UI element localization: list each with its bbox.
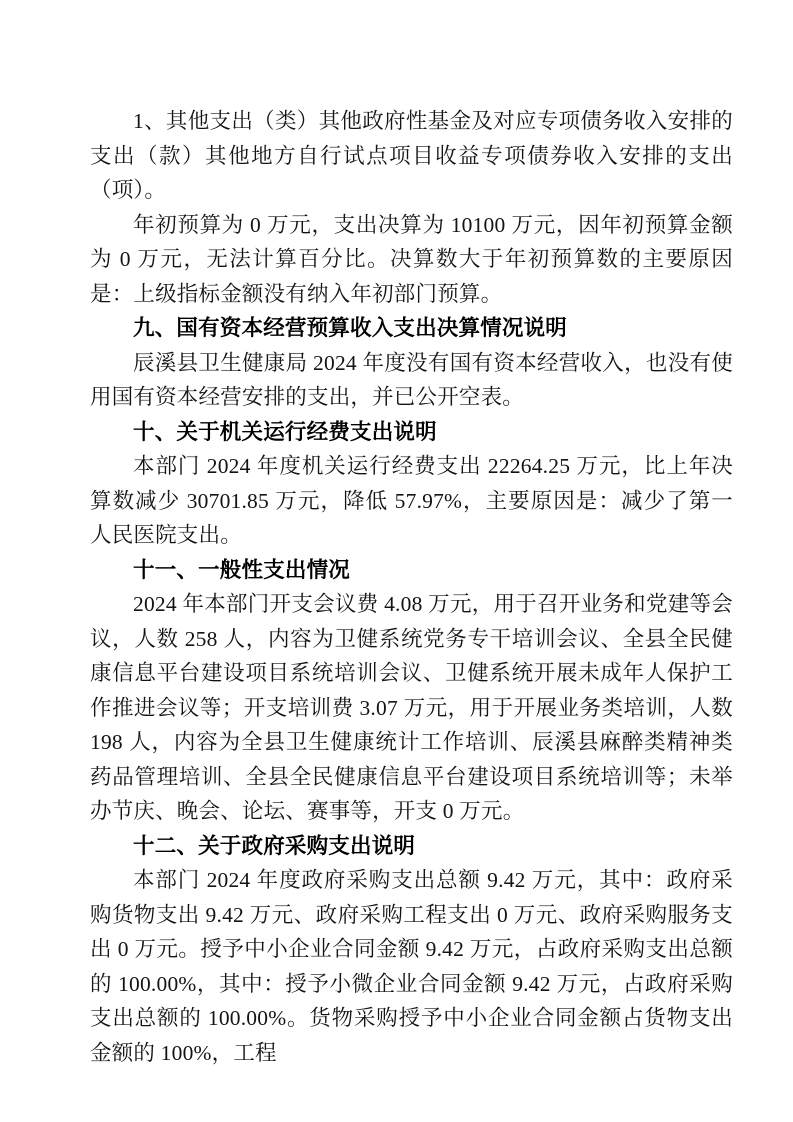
para-budget-vs-final-explanation: 年初预算为 0 万元，支出决算为 10100 万元，因年初预算金额为 0 万元，无法计算百分比。决算数大于年初预算数的主要原因是：上级指标金额没有纳入年初部门预算。 bbox=[90, 212, 733, 306]
para-agency-operating-expense: 本部门 2024 年度机关运行经费支出 22264.25 万元，比上年决算数减少 30701.85 万元，降低 57.97%，主要原因是：减少了第一人民医院支出。 bbox=[90, 454, 733, 547]
para-soe-capital-statement: 辰溪县卫生健康局 2024 年度没有国有资本经营收入，也没有使用国有资本经营安排的支出，并已公开空表。 bbox=[90, 350, 733, 409]
para-government-procurement-detail: 本部门 2024 年度政府采购支出总额 9.42 万元，其中：政府采购货物支出 9.42 万元、政府采购工程支出 0 万元、政府采购服务支出 0 万元。授予中小企业合同金额 9.42 万元，占政府采购支出总额的 100.00%，其中：授予小微企业合同金额 9.42 万元，占政府采购支出总额的 100.00%。货物采购授予中小企业合同金额占货物支出金额的 100%，工程 bbox=[90, 868, 733, 1065]
heading-government-procurement: 十二、关于政府采购支出说明 bbox=[133, 833, 416, 858]
para-other-expenditure-item: 1、其他支出（类）其他政府性基金及对应专项债务收入安排的支出（款）其他地方自行试点项目收益专项债券收入安排的支出（项）。 bbox=[90, 109, 733, 202]
heading-general-expenditure: 十一、一般性支出情况 bbox=[133, 557, 351, 582]
heading-soe-capital-budget: 九、国有资本经营预算收入支出决算情况说明 bbox=[133, 316, 568, 340]
para-general-expenditure-detail: 2024 年本部门开支会议费 4.08 万元，用于召开业务和党建等会议，人数 258 人，内容为卫健系统党务专干培训会议、全县全民健康信息平台建设项目系统培训会议、卫健系统开展未成年人保护工作推进会议等；开支培训费 3.07 万元，用于开展业务类培训，人数 198 人，内容为全县卫生健康统计工作培训、辰溪县麻醉类精神类药品管理培训、全县全民健康信息平台建设项目系统培训等；未举办节庆、晚会、论坛、赛事等，开支 0 万元。 bbox=[90, 592, 733, 823]
heading-agency-operating-expense: 十、关于机关运行经费支出说明 bbox=[133, 419, 437, 444]
